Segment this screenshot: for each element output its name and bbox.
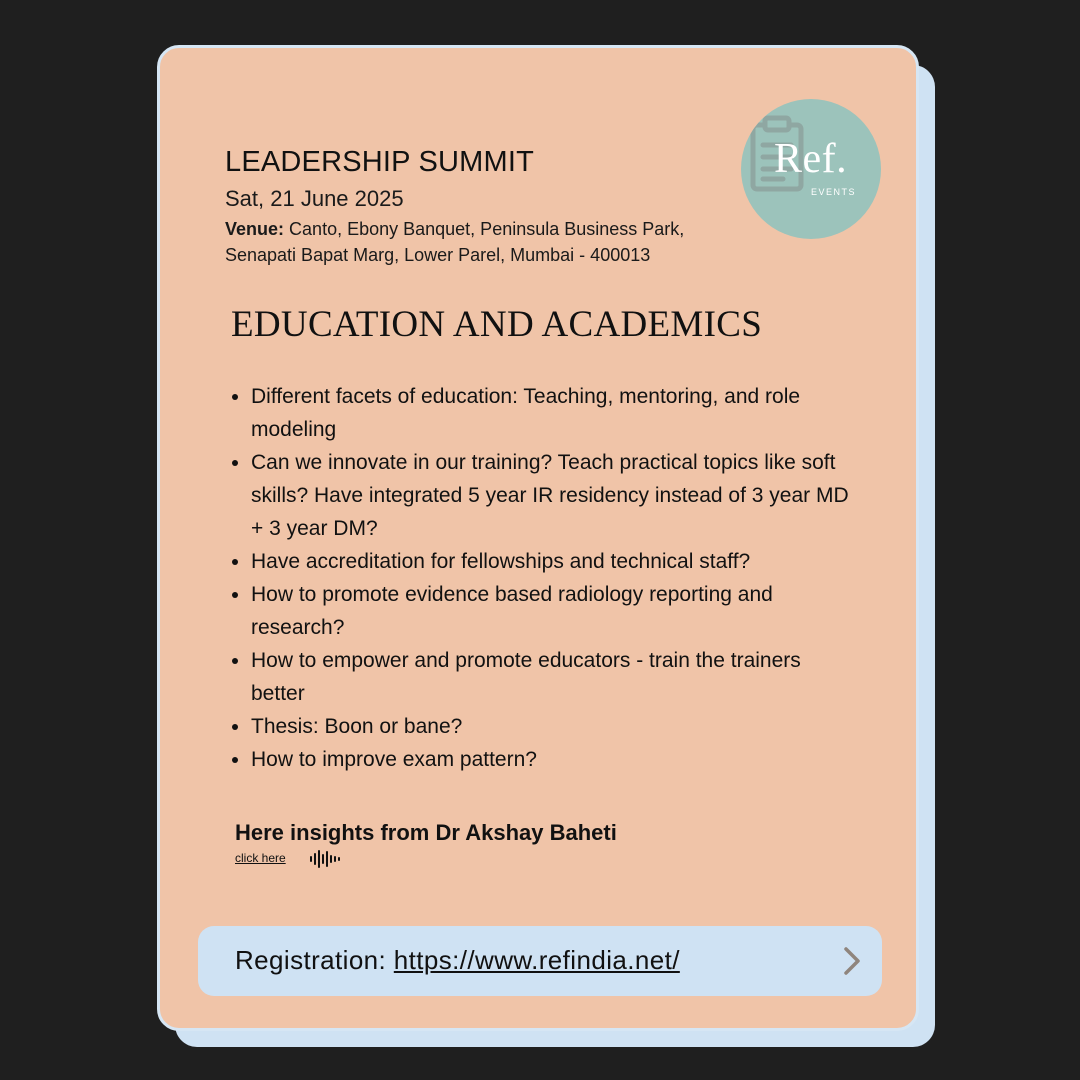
chevron-right-icon[interactable] — [842, 946, 862, 976]
section-title: EDUCATION AND ACADEMICS — [231, 304, 763, 345]
logo-text: Ref. — [774, 136, 848, 182]
topic-item: How to improve exam pattern? — [232, 743, 852, 776]
topic-item: Different facets of education: Teaching, mentoring, and role modeling — [232, 380, 852, 446]
event-date: Sat, 21 June 2025 — [225, 186, 404, 211]
topic-item: How to empower and promote educators - train the trainers better — [232, 644, 852, 710]
event-title: LEADERSHIP SUMMIT — [225, 146, 535, 178]
click-here-link[interactable]: click here — [235, 851, 286, 865]
logo-subtext: EVENTS — [811, 187, 857, 197]
topic-item: Thesis: Boon or bane? — [232, 710, 852, 743]
venue-line-2: Senapati Bapat Marg, Lower Parel, Mumbai - 400013 — [225, 245, 651, 265]
topic-list — [232, 380, 852, 776]
venue — [225, 216, 765, 268]
registration-label: Registration: — [235, 945, 387, 975]
topic-item: How to promote evidence based radiology reporting and research? — [232, 578, 852, 644]
audio-wave-icon[interactable] — [309, 849, 343, 869]
venue-line-1: Canto, Ebony Banquet, Peninsula Business Park, — [289, 219, 685, 239]
registration-bar[interactable] — [198, 926, 882, 996]
topic-item: Have accreditation for fellowships and technical staff? — [232, 545, 852, 578]
topic-item: Can we innovate in our training? Teach practical topics like soft skills? Have integrated 5 year IR residency instead of 3 year MD + 3 year DM? — [232, 446, 852, 545]
registration-text — [235, 945, 680, 976]
registration-link[interactable]: https://www.refindia.net/ — [393, 945, 680, 975]
insights-heading: Here insights from Dr Akshay Baheti — [235, 820, 617, 845]
venue-label: Venue: — [225, 219, 285, 239]
